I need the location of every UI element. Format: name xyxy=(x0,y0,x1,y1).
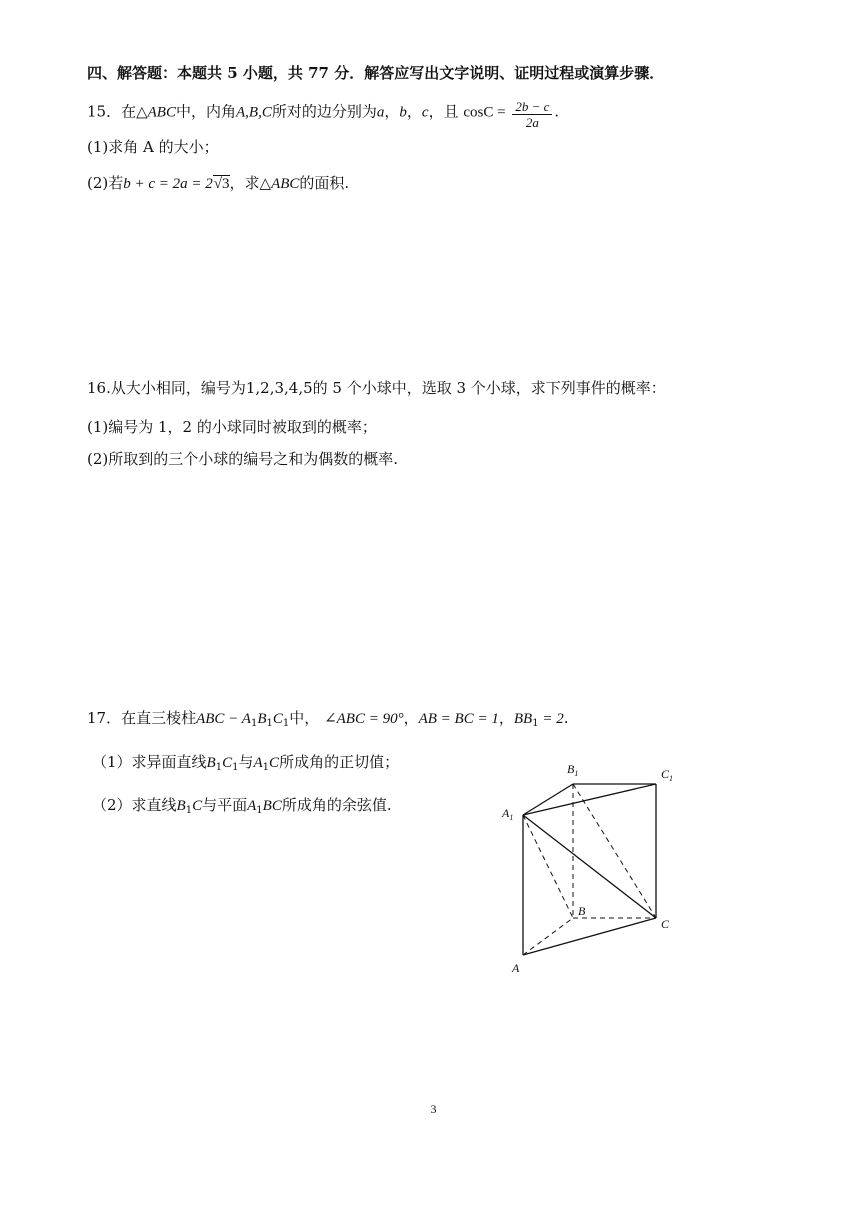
edge-b1-c xyxy=(573,784,656,918)
question-17-part1: （1）求异面直线$B_1C_1$与$A_1C$所成角的正切值； xyxy=(92,753,400,773)
label-b: B xyxy=(578,904,586,918)
question-15-part2: (2)若b + c = 2a = 2√3，求△ABC的面积. xyxy=(87,174,350,192)
section-header: 四、解答题：本题共 5 小题，共 77 分．解答应写出文字说明、证明过程或演算步骤． xyxy=(87,64,665,82)
label-a: A xyxy=(512,961,520,975)
question-16-stem: 16.从大小相同，编号为1,2,3,4,5的 5 个小球中，选取 3 个小球，求下列事件的概率： xyxy=(87,379,666,397)
cos-fraction: $\frac{2b - c}{2a}$ xyxy=(512,100,552,129)
label-c1: $C_1$ xyxy=(661,767,674,783)
question-15-part1: (1)求角 A 的大小； xyxy=(87,138,219,156)
label-b1: $B_1$ xyxy=(567,762,579,778)
edge-a-b xyxy=(523,918,573,955)
page-number: 3 xyxy=(430,1102,437,1116)
label-a1: $A_1$ xyxy=(502,806,514,822)
edge-a1-b xyxy=(523,815,573,918)
question-17-stem: 17．在直三棱柱ABC − $A_1B_1C_1$中， ∠ABC = 90°，AB = BC = 1，$BB_1 = 2$. xyxy=(87,709,569,729)
edge-a-c xyxy=(523,918,656,955)
label-c: C xyxy=(661,917,670,931)
question-16-part1: (1)编号为 1，2 的小球同时被取到的概率； xyxy=(87,418,377,436)
edge-a1-b1 xyxy=(523,784,573,815)
edge-a1-c xyxy=(523,815,656,918)
question-16-part2: (2)所取到的三个小球的编号之和为偶数的概率. xyxy=(87,450,399,468)
question-15-stem: 15．在△ABC中，内角A,B,C所对的边分别为a，b，c，且 cosC = $\frac{2b - c}{2a}$ . xyxy=(87,99,560,130)
question-17-part2: （2）求直线$B_1C$与平面$A_1BC$所成角的余弦值. xyxy=(92,796,392,816)
prism-figure xyxy=(495,755,695,985)
